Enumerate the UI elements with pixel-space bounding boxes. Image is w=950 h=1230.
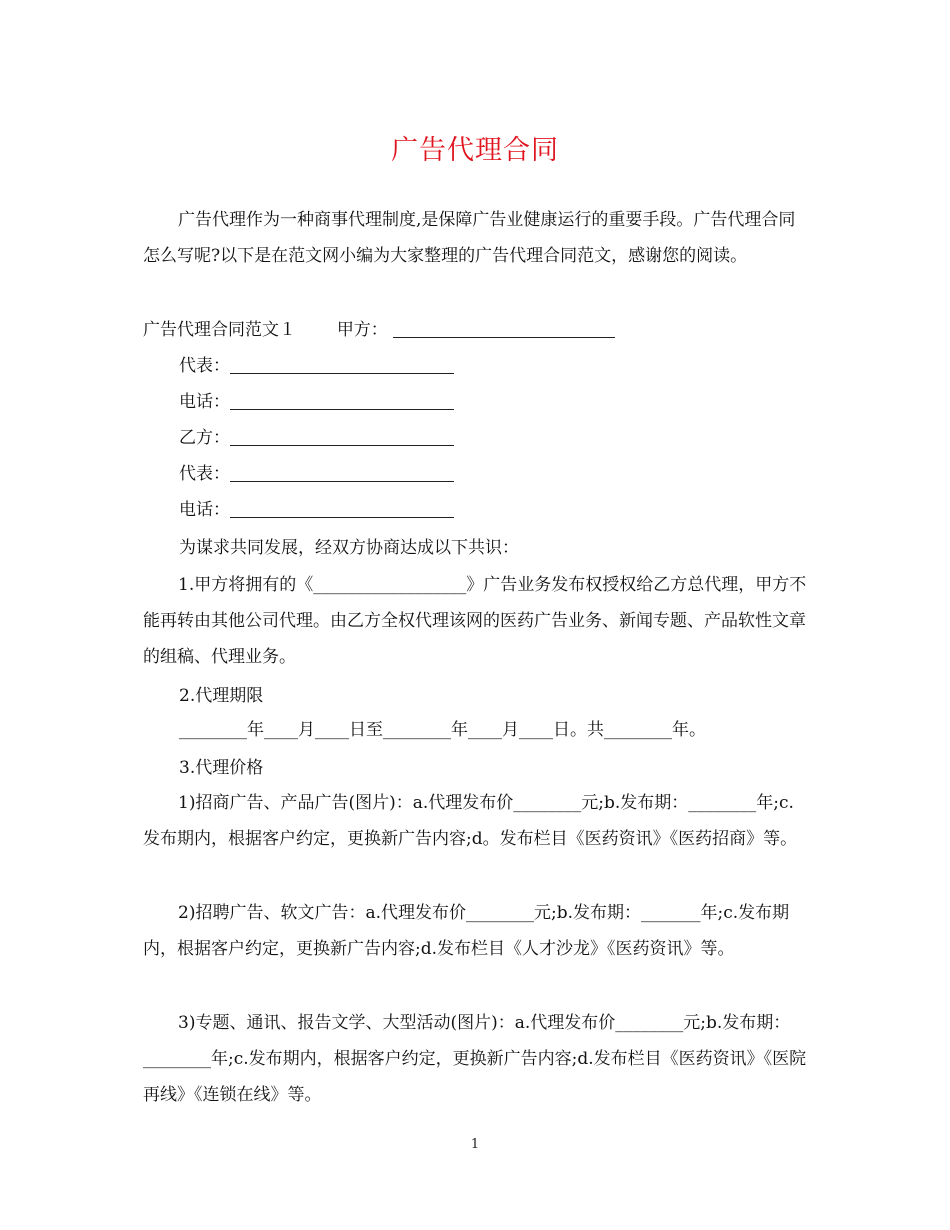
clause-3-title: 3.代理价格	[179, 758, 264, 778]
field-rep-a	[179, 348, 454, 384]
party-a-blank	[393, 317, 615, 338]
party-a-line	[143, 312, 615, 348]
intro-paragraph: 广告代理作为一种商事代理制度,是保障广告业健康运行的重要手段。广告代理合同怎么写呢?以下是在范文网小编为大家整理的广告代理合同范文，感谢您的阅读。	[143, 210, 796, 266]
field-blank	[230, 389, 454, 410]
field-phone-b	[179, 492, 454, 528]
price-item-1: 1)招商广告、产品广告(图片)：a.代理发布价________元;b.发布期：________年;c.发布期内，根据客户约定，更换新广告内容;d。发布栏目《医药资讯》《医药招商》等。	[143, 793, 798, 849]
field-rep-b	[179, 456, 454, 492]
sample-heading: 广告代理合同范文１	[143, 320, 296, 340]
field-blank	[230, 461, 454, 482]
clause-2-period: ________年____月____日至________年____月____日。共________年。	[179, 720, 706, 740]
field-blank	[230, 497, 454, 518]
field-phone-a	[179, 384, 454, 420]
consensus-text: 为谋求共同发展，经双方协商达成以下共识：	[179, 538, 519, 558]
field-label: 代表：	[179, 356, 230, 376]
price-item-2: 2)招聘广告、软文广告：a.代理发布价________元;b.发布期：_______年;c.发布期内，根据客户约定，更换新广告内容;d.发布栏目《人才沙龙》《医药资讯》等。	[143, 903, 790, 959]
page-number: 1	[470, 1137, 480, 1152]
price-item-3: 3)专题、通讯、报告文学、大型活动(图片)：a.代理发布价________元;b.发布期：________年;c.发布期内，根据客户约定，更换新广告内容;d.发布栏目《医药资讯》《医院再线》《连锁在线》等。	[143, 1013, 807, 1105]
clause-2-title: 2.代理期限	[179, 686, 264, 706]
field-label: 电话：	[179, 392, 230, 412]
document-title: 广告代理合同	[391, 135, 559, 166]
field-blank	[230, 353, 454, 374]
field-label: 代表：	[179, 464, 230, 484]
field-party-b	[179, 420, 454, 456]
field-blank	[230, 425, 454, 446]
clause-1: 1.甲方将拥有的《__________________》广告业务发布权授权给乙方总代理，甲方不能再转由其他公司代理。由乙方全权代理该网的医药广告业务、新闻专题、产品软性文章的组稿、代理业务。	[143, 575, 807, 667]
party-a-label: 甲方：	[336, 320, 388, 340]
field-label: 电话：	[179, 500, 230, 520]
field-label: 乙方：	[179, 428, 230, 448]
